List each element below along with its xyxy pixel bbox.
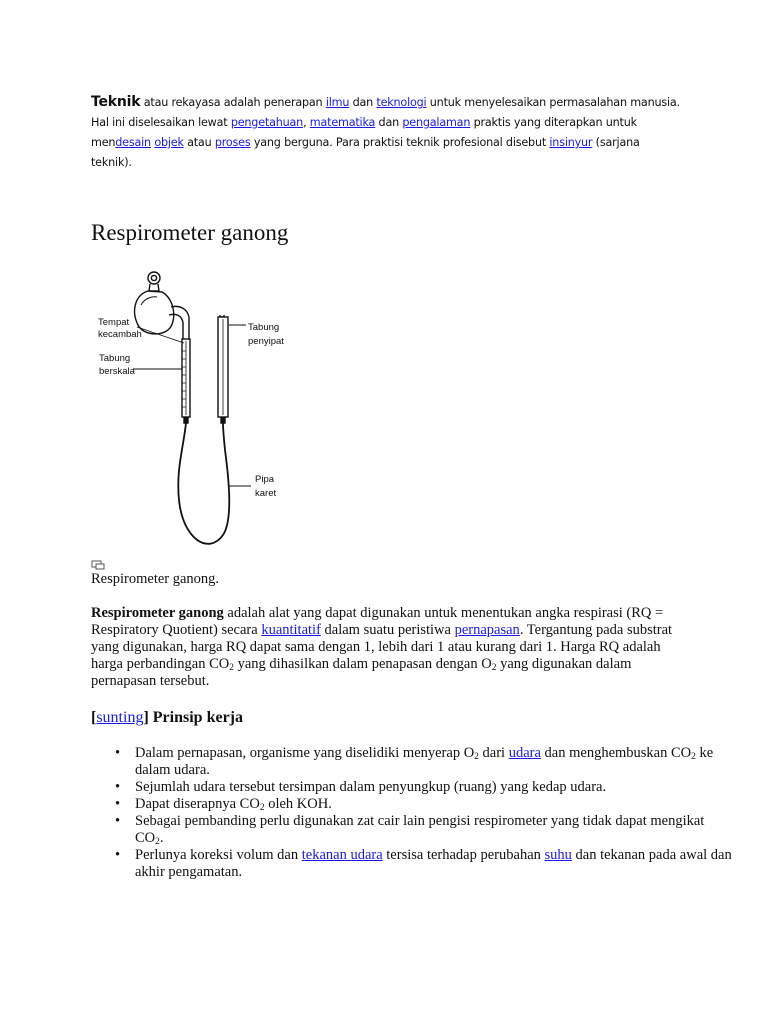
intro-text: atau	[183, 136, 215, 149]
item-text: Sejumlah udara tersebut tersimpan dalam penyungkup (ruang) yang kedap udara.	[135, 779, 607, 795]
link-matematika[interactable]: matematika	[309, 116, 376, 129]
principle-list	[91, 745, 735, 881]
label-tabung-penyipat-1: Tabung	[248, 322, 280, 333]
item-text: .	[159, 830, 164, 846]
label-tabung-berskala-1: Tabung	[99, 353, 131, 364]
link-pengetahuan[interactable]: pengetahuan	[230, 116, 304, 129]
item-text: dan tekanan pada awal dan akhir pengamatan.	[135, 847, 732, 880]
label-kecambah: kecambah	[98, 329, 142, 340]
figure-caption: Respirometer ganong.	[91, 571, 220, 587]
item-text: tersisa terhadap perubahan	[382, 847, 545, 863]
list-item	[135, 745, 735, 779]
intro-text: dan	[375, 116, 403, 129]
item-text: Dalam pernapasan, organisme yang diselidiki menyerap O	[135, 745, 475, 761]
link-insinyur[interactable]: insinyur	[549, 136, 593, 149]
intro-text: untuk menyelesaikan permasalahan manusia. Hal ini diselesaikan lewat	[91, 96, 680, 129]
item-text: Sebagai pembanding perlu digunakan zat cair lain pengisi respirometer yang tidak dapat mengikat CO	[135, 813, 705, 846]
link-ilmu[interactable]: ilmu	[325, 96, 350, 109]
subscript: 2	[155, 837, 160, 847]
enlarge-icon[interactable]	[91, 560, 105, 570]
main-paragraph	[91, 605, 691, 690]
intro-text: dan	[349, 96, 377, 109]
list-item	[135, 779, 735, 796]
para-text: dalam suatu peristiwa	[320, 622, 455, 638]
link-objek[interactable]: objek	[154, 136, 184, 149]
label-pipa-karet-2: karet	[255, 488, 277, 499]
subscript: 2	[259, 803, 265, 813]
label-tabung-berskala-2: berskala	[99, 366, 135, 377]
item-text: oleh KOH.	[264, 796, 332, 812]
item-text: Perlunya koreksi volum dan	[135, 847, 302, 863]
para-text: . Tergantung pada substrat yang digunakan, harga RQ dapat sama dengan 1, lebih dari 1 atau kurang dari 1. Harga RQ adalah harga perbandingan CO	[91, 622, 673, 672]
intro-text: ,	[303, 116, 310, 129]
label-tabung-penyipat-2: penyipat	[248, 336, 284, 347]
subscript: 2	[691, 752, 696, 762]
intro-text: praktis yang diterapkan untuk men	[91, 116, 637, 149]
link-udara[interactable]: udara	[508, 745, 541, 761]
intro-text: yang berguna. Para praktisi teknik profesional disebut	[250, 136, 550, 149]
para-text: yang digunakan dalam pernapasan tersebut.	[91, 656, 632, 689]
list-item	[135, 796, 735, 813]
subscript: 2	[491, 663, 497, 673]
item-text: Dapat diserapnya CO	[135, 796, 260, 812]
link-kuantitatif[interactable]: kuantitatif	[261, 622, 321, 638]
link-desain[interactable]: desain	[115, 136, 151, 149]
list-item	[135, 847, 735, 881]
subscript: 2	[474, 752, 479, 762]
intro-text: (sarjana teknik).	[91, 136, 640, 169]
para-text: adalah alat yang dapat digunakan untuk menentukan angka respirasi (RQ = Respiratory Quotient) secara	[91, 605, 664, 638]
bracket-open: [	[91, 709, 97, 726]
item-text: ke dalam udara.	[135, 745, 714, 778]
list-item	[135, 813, 735, 847]
respirometer-diagram	[91, 265, 321, 557]
label-pipa-karet-1: Pipa	[255, 474, 275, 485]
link-tekanan-udara[interactable]: tekanan udara	[301, 847, 383, 863]
link-pengalaman[interactable]: pengalaman	[402, 116, 471, 129]
intro-paragraph	[91, 92, 681, 173]
para-text: yang dihasilkan dalam penapasan dengan O	[234, 656, 492, 672]
link-suhu[interactable]: suhu	[544, 847, 572, 863]
label-tempat: Tempat	[98, 317, 130, 328]
edit-link[interactable]: sunting	[96, 709, 144, 726]
bracket-close: ]	[143, 709, 149, 726]
section-title: Prinsip kerja	[148, 709, 243, 726]
link-pernapasan[interactable]: pernapasan	[454, 622, 520, 638]
para-term: Respirometer ganong	[91, 605, 224, 621]
link-proses[interactable]: proses	[214, 136, 251, 149]
intro-term: Teknik	[91, 94, 141, 110]
section-heading	[91, 709, 243, 727]
link-teknologi[interactable]: teknologi	[376, 96, 427, 109]
intro-text: atau rekayasa adalah penerapan	[140, 96, 326, 109]
item-text: dan menghembuskan CO	[540, 745, 692, 761]
item-text: dari	[478, 745, 509, 761]
page-heading: Respirometer ganong	[91, 220, 289, 245]
subscript: 2	[229, 663, 234, 673]
